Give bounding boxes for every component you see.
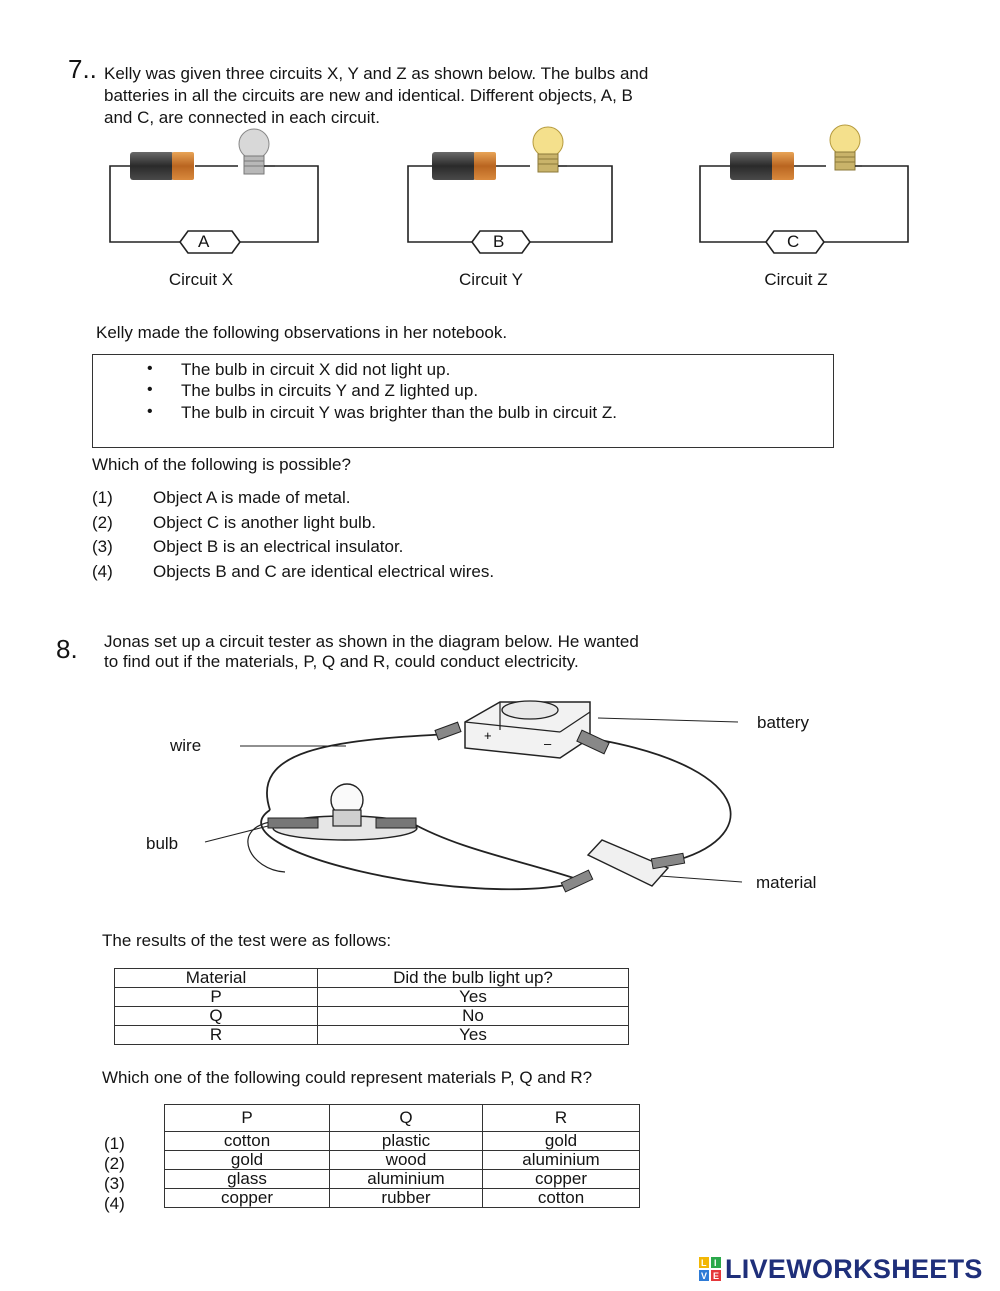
table-cell: plastic: [330, 1132, 483, 1151]
table-cell: aluminium: [483, 1151, 640, 1170]
options-table: [164, 1104, 640, 1208]
circuit-z-battery: [730, 152, 794, 180]
table-cell: gold: [483, 1132, 640, 1151]
table-row: [115, 1026, 629, 1045]
circuit-z: [700, 125, 908, 253]
circuit-x-battery: [130, 152, 194, 180]
q7-option-4-number: (4): [92, 562, 113, 581]
table-cell: aluminium: [330, 1170, 483, 1189]
label-material: material: [756, 873, 817, 892]
circuit-y-label: Circuit Y: [459, 270, 523, 289]
q7-option-4-text: Objects B and C are identical electrical wires.: [153, 562, 495, 581]
material-sample: [561, 840, 684, 892]
table-cell: Yes: [318, 988, 629, 1007]
q7-option-2-text: Object C is another light bulb.: [153, 513, 377, 532]
options-header-r: R: [483, 1105, 640, 1132]
q7-option-3-text: Object B is an electrical insulator.: [153, 537, 404, 556]
circuit-x-wire-right: [236, 166, 318, 242]
observation-item: • The bulbs in circuits Y and Z lighted up.: [181, 381, 478, 401]
circuit-y: [408, 127, 612, 253]
object-a-box: [180, 231, 240, 253]
question-7-number: 7..: [68, 54, 97, 84]
q7-option-1-text: Object A is made of metal.: [153, 488, 351, 507]
results-intro: The results of the test were as follows:: [102, 931, 392, 950]
table-cell: Yes: [318, 1026, 629, 1045]
table-cell: No: [318, 1007, 629, 1026]
observation-item: • The bulb in circuit X did not light up.: [181, 360, 450, 380]
label-bulb: bulb: [146, 834, 179, 853]
results-header-material: Material: [115, 969, 318, 988]
table-cell: gold: [165, 1151, 330, 1170]
circuit-z-label: Circuit Z: [764, 270, 828, 289]
observation-intro: Kelly made the following observations in her notebook.: [96, 323, 508, 342]
table-row: [165, 1132, 640, 1151]
svg-text:E: E: [713, 1271, 720, 1281]
circuit-x-label: Circuit X: [168, 270, 234, 289]
circuit-x-bulb: [239, 129, 275, 174]
svg-text:L: L: [701, 1258, 707, 1268]
question-8-text-line-2: to find out if the materials, P, Q and R, could conduct electricity.: [104, 652, 579, 671]
observations-box: [92, 354, 834, 448]
table-cell: glass: [165, 1170, 330, 1189]
question-7-text-line-3: and C, are connected in each circuit.: [104, 108, 380, 127]
table-row: [165, 1151, 640, 1170]
question-8-prompt: Which one of the following could represent materials P, Q and R?: [102, 1068, 593, 1087]
table-cell: P: [115, 988, 318, 1007]
table-cell: copper: [165, 1189, 330, 1208]
table-cell: wood: [330, 1151, 483, 1170]
circuit-z-bulb: [830, 125, 862, 170]
table-cell: cotton: [483, 1189, 640, 1208]
label-wire: wire: [170, 736, 202, 755]
table-cell: cotton: [165, 1132, 330, 1151]
object-a-label: A: [198, 232, 210, 251]
liveworksheets-logo-icon: [698, 1256, 722, 1282]
question-8-number: 8.: [56, 634, 78, 664]
object-c-label: C: [787, 232, 800, 251]
q7-option-3-number: (3): [92, 537, 113, 556]
battery-plus-sign: +: [484, 728, 492, 743]
question-7-text-line-1: Kelly was given three circuits X, Y and Z as shown below. The bulbs and: [104, 64, 649, 83]
table-cell: rubber: [330, 1189, 483, 1208]
question-7-prompt: Which of the following is possible?: [92, 455, 351, 474]
battery-minus-sign: –: [544, 736, 552, 751]
table-row: [165, 1170, 640, 1189]
q7-option-2-number: (2): [92, 513, 113, 532]
table-cell: copper: [483, 1170, 640, 1189]
svg-text:I: I: [714, 1258, 717, 1268]
bulb-holder: [268, 784, 417, 840]
table-cell: R: [115, 1026, 318, 1045]
circuit-tester-diagram: [0, 690, 1000, 910]
q7-option-1-number: (1): [92, 488, 113, 507]
label-battery: battery: [757, 713, 809, 732]
question-8-text-line-1: Jonas set up a circuit tester as shown in the diagram below. He wanted: [104, 632, 639, 651]
circuit-y-bulb: [533, 127, 567, 172]
options-header-p: P: [165, 1105, 330, 1132]
table-cell: Q: [115, 1007, 318, 1026]
results-header-bulb: Did the bulb light up?: [318, 969, 629, 988]
svg-text:V: V: [701, 1271, 708, 1281]
q8-option-1-number: (1): [104, 1134, 125, 1153]
liveworksheets-logo: [698, 1255, 983, 1283]
table-row: [115, 988, 629, 1007]
liveworksheets-logo-text: LIVEWORKSHEETS: [725, 1253, 983, 1284]
observation-item: • The bulb in circuit Y was brighter than the bulb in circuit Z.: [181, 403, 617, 423]
object-b-label: B: [493, 232, 505, 251]
circuit-y-battery: [432, 152, 496, 180]
q8-option-4-number: (4): [104, 1194, 125, 1213]
table-row: [115, 1007, 629, 1026]
results-table: [114, 968, 629, 1045]
question-7-text-line-2: batteries in all the circuits are new and identical. Different objects, A, B: [104, 86, 633, 105]
options-header-q: Q: [330, 1105, 483, 1132]
q8-option-2-number: (2): [104, 1154, 125, 1173]
battery-holder: [435, 701, 609, 758]
q8-option-3-number: (3): [104, 1174, 125, 1193]
circuit-x: [110, 129, 318, 253]
table-row: [165, 1189, 640, 1208]
